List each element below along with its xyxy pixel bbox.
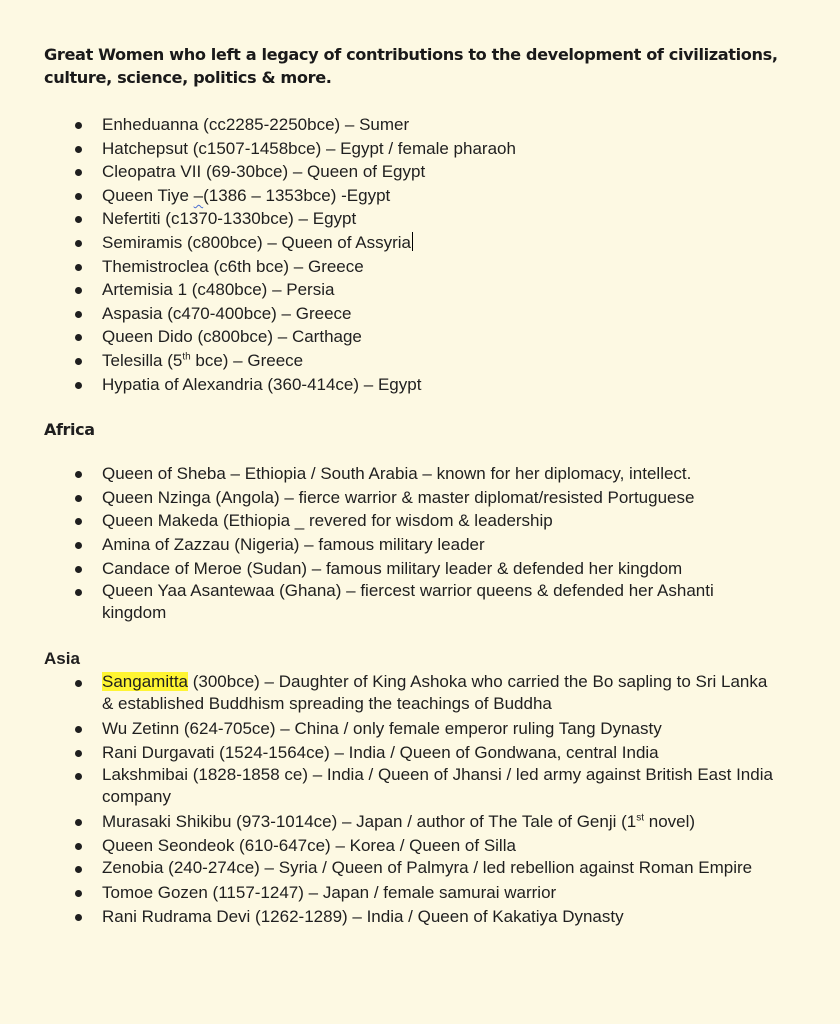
list-item: Lakshmibai (1828-1858 ce) – India / Queen of Jhansi / led army against British East India company bbox=[44, 764, 780, 810]
bullet-icon bbox=[75, 193, 82, 200]
highlighted-name: Sangamitta bbox=[102, 672, 188, 692]
asia-women-list bbox=[44, 671, 780, 929]
list-item: Nefertiti (c1370-1330bce) – Egypt bbox=[44, 207, 780, 231]
list-item: Queen Nzinga (Angola) – fierce warrior & master diplomat/resisted Portuguese bbox=[44, 486, 780, 510]
section-heading-asia: Asia bbox=[44, 649, 80, 669]
bullet-icon bbox=[75, 773, 82, 780]
list-item: Artemisia 1 (c480bce) – Persia bbox=[44, 278, 780, 302]
text-cursor bbox=[412, 232, 414, 251]
list-item: Rani Durgavati (1524-1564ce) – India / Queen of Gondwana, central India bbox=[44, 741, 780, 765]
bullet-icon bbox=[75, 680, 82, 687]
bullet-icon bbox=[75, 287, 82, 294]
bullet-icon bbox=[75, 866, 82, 873]
bullet-icon bbox=[75, 819, 82, 826]
bullet-icon bbox=[75, 566, 82, 573]
bullet-icon bbox=[75, 843, 82, 850]
bullet-icon bbox=[75, 169, 82, 176]
section-heading-africa: Africa bbox=[44, 420, 95, 440]
africa-women-list bbox=[44, 462, 780, 626]
list-item: Sangamitta (300bce) – Daughter of King Ashoka who carried the Bo sapling to Sri Lanka & established Buddhism spreading the teachings of Buddha bbox=[44, 671, 780, 717]
bullet-icon bbox=[75, 264, 82, 271]
list-item: Queen Tiye –(1386 – 1353bce) -Egypt bbox=[44, 184, 780, 208]
list-item: Hypatia of Alexandria (360-414ce) – Egypt bbox=[44, 373, 780, 397]
bullet-icon bbox=[75, 750, 82, 757]
list-item: Amina of Zazzau (Nigeria) – famous military leader bbox=[44, 533, 780, 557]
list-item: Telesilla (5th bce) – Greece bbox=[44, 349, 780, 373]
bullet-icon bbox=[75, 914, 82, 921]
list-item: Queen Seondeok (610-647ce) – Korea / Queen of Silla bbox=[44, 834, 780, 858]
list-item: Tomoe Gozen (1157-1247) – Japan / female samurai warrior bbox=[44, 881, 780, 905]
list-item: Semiramis (c800bce) – Queen of Assyria bbox=[44, 231, 780, 255]
bullet-icon bbox=[75, 471, 82, 478]
bullet-icon bbox=[75, 216, 82, 223]
bullet-icon bbox=[75, 726, 82, 733]
document-title: Great Women who left a legacy of contributions to the development of civilizations, culture, science, politics & more. bbox=[44, 45, 778, 87]
bullet-icon bbox=[75, 146, 82, 153]
list-item: Queen of Sheba – Ethiopia / South Arabia – known for her diplomacy, intellect. bbox=[44, 462, 780, 486]
list-item: Queen Makeda (Ethiopia _ revered for wisdom & leadership bbox=[44, 509, 780, 533]
bullet-icon bbox=[75, 311, 82, 318]
list-item: Rani Rudrama Devi (1262-1289) – India / Queen of Kakatiya Dynasty bbox=[44, 905, 780, 929]
list-item: Candace of Meroe (Sudan) – famous military leader & defended her kingdom bbox=[44, 557, 780, 581]
bullet-icon bbox=[75, 382, 82, 389]
bullet-icon bbox=[75, 890, 82, 897]
bullet-icon bbox=[75, 589, 82, 596]
ancient-women-list bbox=[44, 113, 780, 396]
bullet-icon bbox=[75, 240, 82, 247]
list-item: Enheduanna (cc2285-2250bce) – Sumer bbox=[44, 113, 780, 137]
spellcheck-underline: – bbox=[193, 185, 204, 205]
list-item: Queen Dido (c800bce) – Carthage bbox=[44, 325, 780, 349]
list-item: Murasaki Shikibu (973-1014ce) – Japan / author of The Tale of Genji (1st novel) bbox=[44, 810, 780, 834]
list-item: Queen Yaa Asantewaa (Ghana) – fiercest warrior queens & defended her Ashanti kingdom bbox=[44, 580, 780, 626]
list-item: Themistroclea (c6th bce) – Greece bbox=[44, 255, 780, 279]
bullet-icon bbox=[75, 122, 82, 129]
list-item: Wu Zetinn (624-705ce) – China / only female emperor ruling Tang Dynasty bbox=[44, 717, 780, 741]
bullet-icon bbox=[75, 518, 82, 525]
list-item: Zenobia (240-274ce) – Syria / Queen of Palmyra / led rebellion against Roman Empire bbox=[44, 857, 780, 881]
list-item: Hatchepsut (c1507-1458bce) – Egypt / female pharaoh bbox=[44, 137, 780, 161]
bullet-icon bbox=[75, 334, 82, 341]
bullet-icon bbox=[75, 495, 82, 502]
bullet-icon bbox=[75, 542, 82, 549]
bullet-icon bbox=[75, 358, 82, 365]
list-item: Cleopatra VII (69-30bce) – Queen of Egypt bbox=[44, 160, 780, 184]
list-item: Aspasia (c470-400bce) – Greece bbox=[44, 302, 780, 326]
